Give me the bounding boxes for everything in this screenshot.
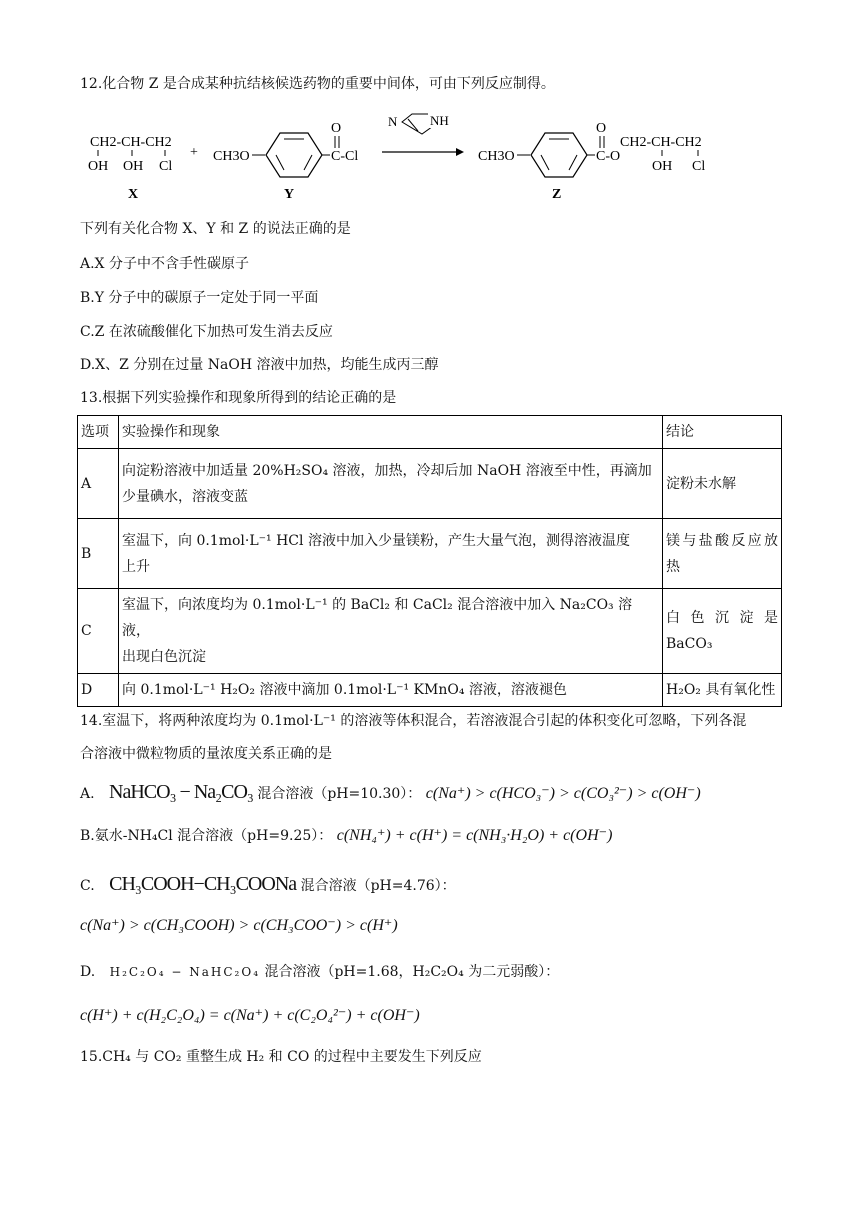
z-label: Z	[552, 187, 562, 202]
row-d-conclusion: H₂O₂ 具有氧化性	[663, 674, 782, 707]
z-tail: C-O	[596, 149, 621, 164]
q14-a-relation: c(Na⁺) > c(HCO₃⁻) > c(CO₃²⁻) > c(OH⁻)	[425, 785, 701, 802]
y-label: Y	[284, 187, 295, 202]
x-oh-2: OH	[123, 159, 144, 174]
table-row	[78, 519, 782, 589]
imidazole-catalyst	[386, 112, 452, 134]
table-header-row	[78, 416, 782, 449]
row-c-operation	[119, 589, 663, 674]
x-oh-1: OH	[88, 159, 109, 174]
row-c-concl-line2: BaCO₃	[666, 636, 713, 652]
z-carbonyl-o: O	[596, 121, 607, 136]
z-cl: Cl	[692, 159, 706, 174]
row-c-concl-line1: 白 色 沉 淀 是	[666, 610, 778, 626]
q12-stem: 12.化合物 Z 是合成某种抗结核候选药物的重要中间体，可由下列反应制得。	[80, 76, 555, 92]
experiment-table	[77, 415, 782, 707]
q12-option-c: C.Z 在浓硫酸催化下加热可发生消去反应	[80, 324, 333, 340]
row-c-op-line2: 出现白色沉淀	[122, 649, 206, 665]
table-row	[78, 589, 782, 674]
row-b-op-line1: 室温下，向 0.1mol·L⁻¹ HCl 溶液中加入少量镁粉，产生大量气泡，测得溶液温度	[122, 532, 630, 549]
row-a-operation	[119, 449, 663, 519]
q14-c-system: CH₃COOH−CH₃COONa	[109, 873, 297, 895]
x-cl: Cl	[159, 159, 173, 174]
q14-c-relation: c(Na⁺) > c(CH₃COOH) > c(CH₃COO⁻) > c(H⁺)	[80, 917, 398, 934]
q14-c-relation-line	[80, 916, 398, 936]
z-methoxy: CH3O	[478, 149, 515, 164]
q14-d-relation-line	[80, 1006, 420, 1026]
row-b-option: B	[78, 519, 119, 589]
q14-stem-line1: 14.室温下，将两种浓度均为 0.1mol·L⁻¹ 的溶液等体积混合，若溶液混合引起的体积变化可忽略，下列各混	[80, 713, 747, 729]
q12-option-b: B.Y 分子中的碳原子一定处于同一平面	[80, 290, 319, 306]
q12-option-a: A.X 分子中不含手性碳原子	[80, 256, 249, 272]
q14-option-b	[80, 826, 612, 846]
z-oh: OH	[652, 159, 673, 174]
z-chain: CH2-CH-CH2	[620, 135, 702, 150]
q14-d-prefix: D.	[80, 964, 96, 980]
header-operation: 实验操作和现象	[119, 416, 663, 449]
q14-c-desc: 混合溶液（pH=4.76）：	[300, 878, 456, 894]
imidazole-nh: NH	[430, 113, 449, 128]
table-row	[78, 674, 782, 707]
y-carbonyl-o: O	[331, 121, 342, 136]
row-c-conclusion	[663, 589, 782, 674]
header-option: 选项	[78, 416, 119, 449]
plus-sign: +	[190, 145, 198, 160]
compound-y	[213, 121, 358, 202]
q13-stem: 13.根据下列实验操作和现象所得到的结论正确的是	[80, 390, 397, 406]
row-a-conclusion: 淀粉未水解	[663, 449, 782, 519]
header-conclusion: 结论	[663, 416, 782, 449]
row-b-operation	[119, 519, 663, 589]
row-c-option: C	[78, 589, 119, 674]
q12-option-d: D.X、Z 分别在过量 NaOH 溶液中加热，均能生成丙三醇	[80, 357, 439, 373]
row-b-concl-line1: 镁与盐酸反应放	[666, 532, 778, 549]
q12-question: 下列有关化合物 X、Y 和 Z 的说法正确的是	[80, 221, 351, 237]
y-tail: C-Cl	[331, 149, 359, 164]
q14-d-desc: 混合溶液（pH=1.68，H₂C₂O₄ 为二元弱酸）：	[264, 964, 560, 980]
x-chain: CH2-CH-CH2	[90, 135, 172, 150]
row-b-concl-line2: 热	[666, 558, 680, 575]
q14-a-system: NaHCO₃ − Na₂CO₃	[109, 781, 253, 803]
compound-z	[478, 121, 705, 202]
q14-a-desc: 混合溶液（pH=10.30）：	[257, 786, 422, 802]
row-a-op-line2: 少量碘水，溶液变蓝	[122, 488, 248, 505]
table-row	[78, 449, 782, 519]
row-c-op-line1: 室温下，向浓度均为 0.1mol·L⁻¹ 的 BaCl₂ 和 CaCl₂ 混合溶液中加入 Na₂CO₃ 溶液，	[122, 597, 633, 639]
y-methoxy: CH3O	[213, 149, 250, 164]
row-a-option: A	[78, 449, 119, 519]
q14-option-d	[80, 962, 559, 982]
row-b-conclusion	[663, 519, 782, 589]
reaction-scheme	[0, 108, 860, 218]
q14-a-prefix: A.	[80, 786, 95, 802]
imidazole-n: N	[388, 114, 398, 129]
q14-c-prefix: C.	[80, 878, 95, 894]
q14-b-relation: c(NH₄⁺) + c(H⁺) = c(NH₃·H₂O) + c(OH⁻)	[336, 827, 613, 844]
q14-b-desc: B.氨水-NH₄Cl 混合溶液（pH=9.25）：	[80, 828, 333, 844]
compound-x	[88, 135, 172, 202]
row-b-op-line2: 上升	[122, 558, 150, 575]
row-d-option: D	[78, 674, 119, 707]
q14-option-c	[80, 874, 456, 896]
q14-stem-line2: 合溶液中微粒物质的量浓度关系正确的是	[80, 746, 332, 762]
q14-d-system: H₂C₂O₄ − NaHC₂O₄	[109, 965, 260, 979]
row-a-op-line1: 向淀粉溶液中加适量 20%H₂SO₄ 溶液，加热，冷却后加 NaOH 溶液至中性，再滴加	[122, 462, 652, 479]
q15-stem: 15.CH₄ 与 CO₂ 重整生成 H₂ 和 CO 的过程中主要发生下列反应	[80, 1049, 482, 1065]
row-d-operation: 向 0.1mol·L⁻¹ H₂O₂ 溶液中滴加 0.1mol·L⁻¹ KMnO₄ 溶液，溶液褪色	[119, 674, 663, 707]
x-label: X	[128, 187, 139, 202]
q14-d-relation: c(H⁺) + c(H₂C₂O₄) = c(Na⁺) + c(C₂O₄²⁻) + c(OH⁻)	[80, 1007, 420, 1024]
q14-option-a	[80, 782, 701, 804]
